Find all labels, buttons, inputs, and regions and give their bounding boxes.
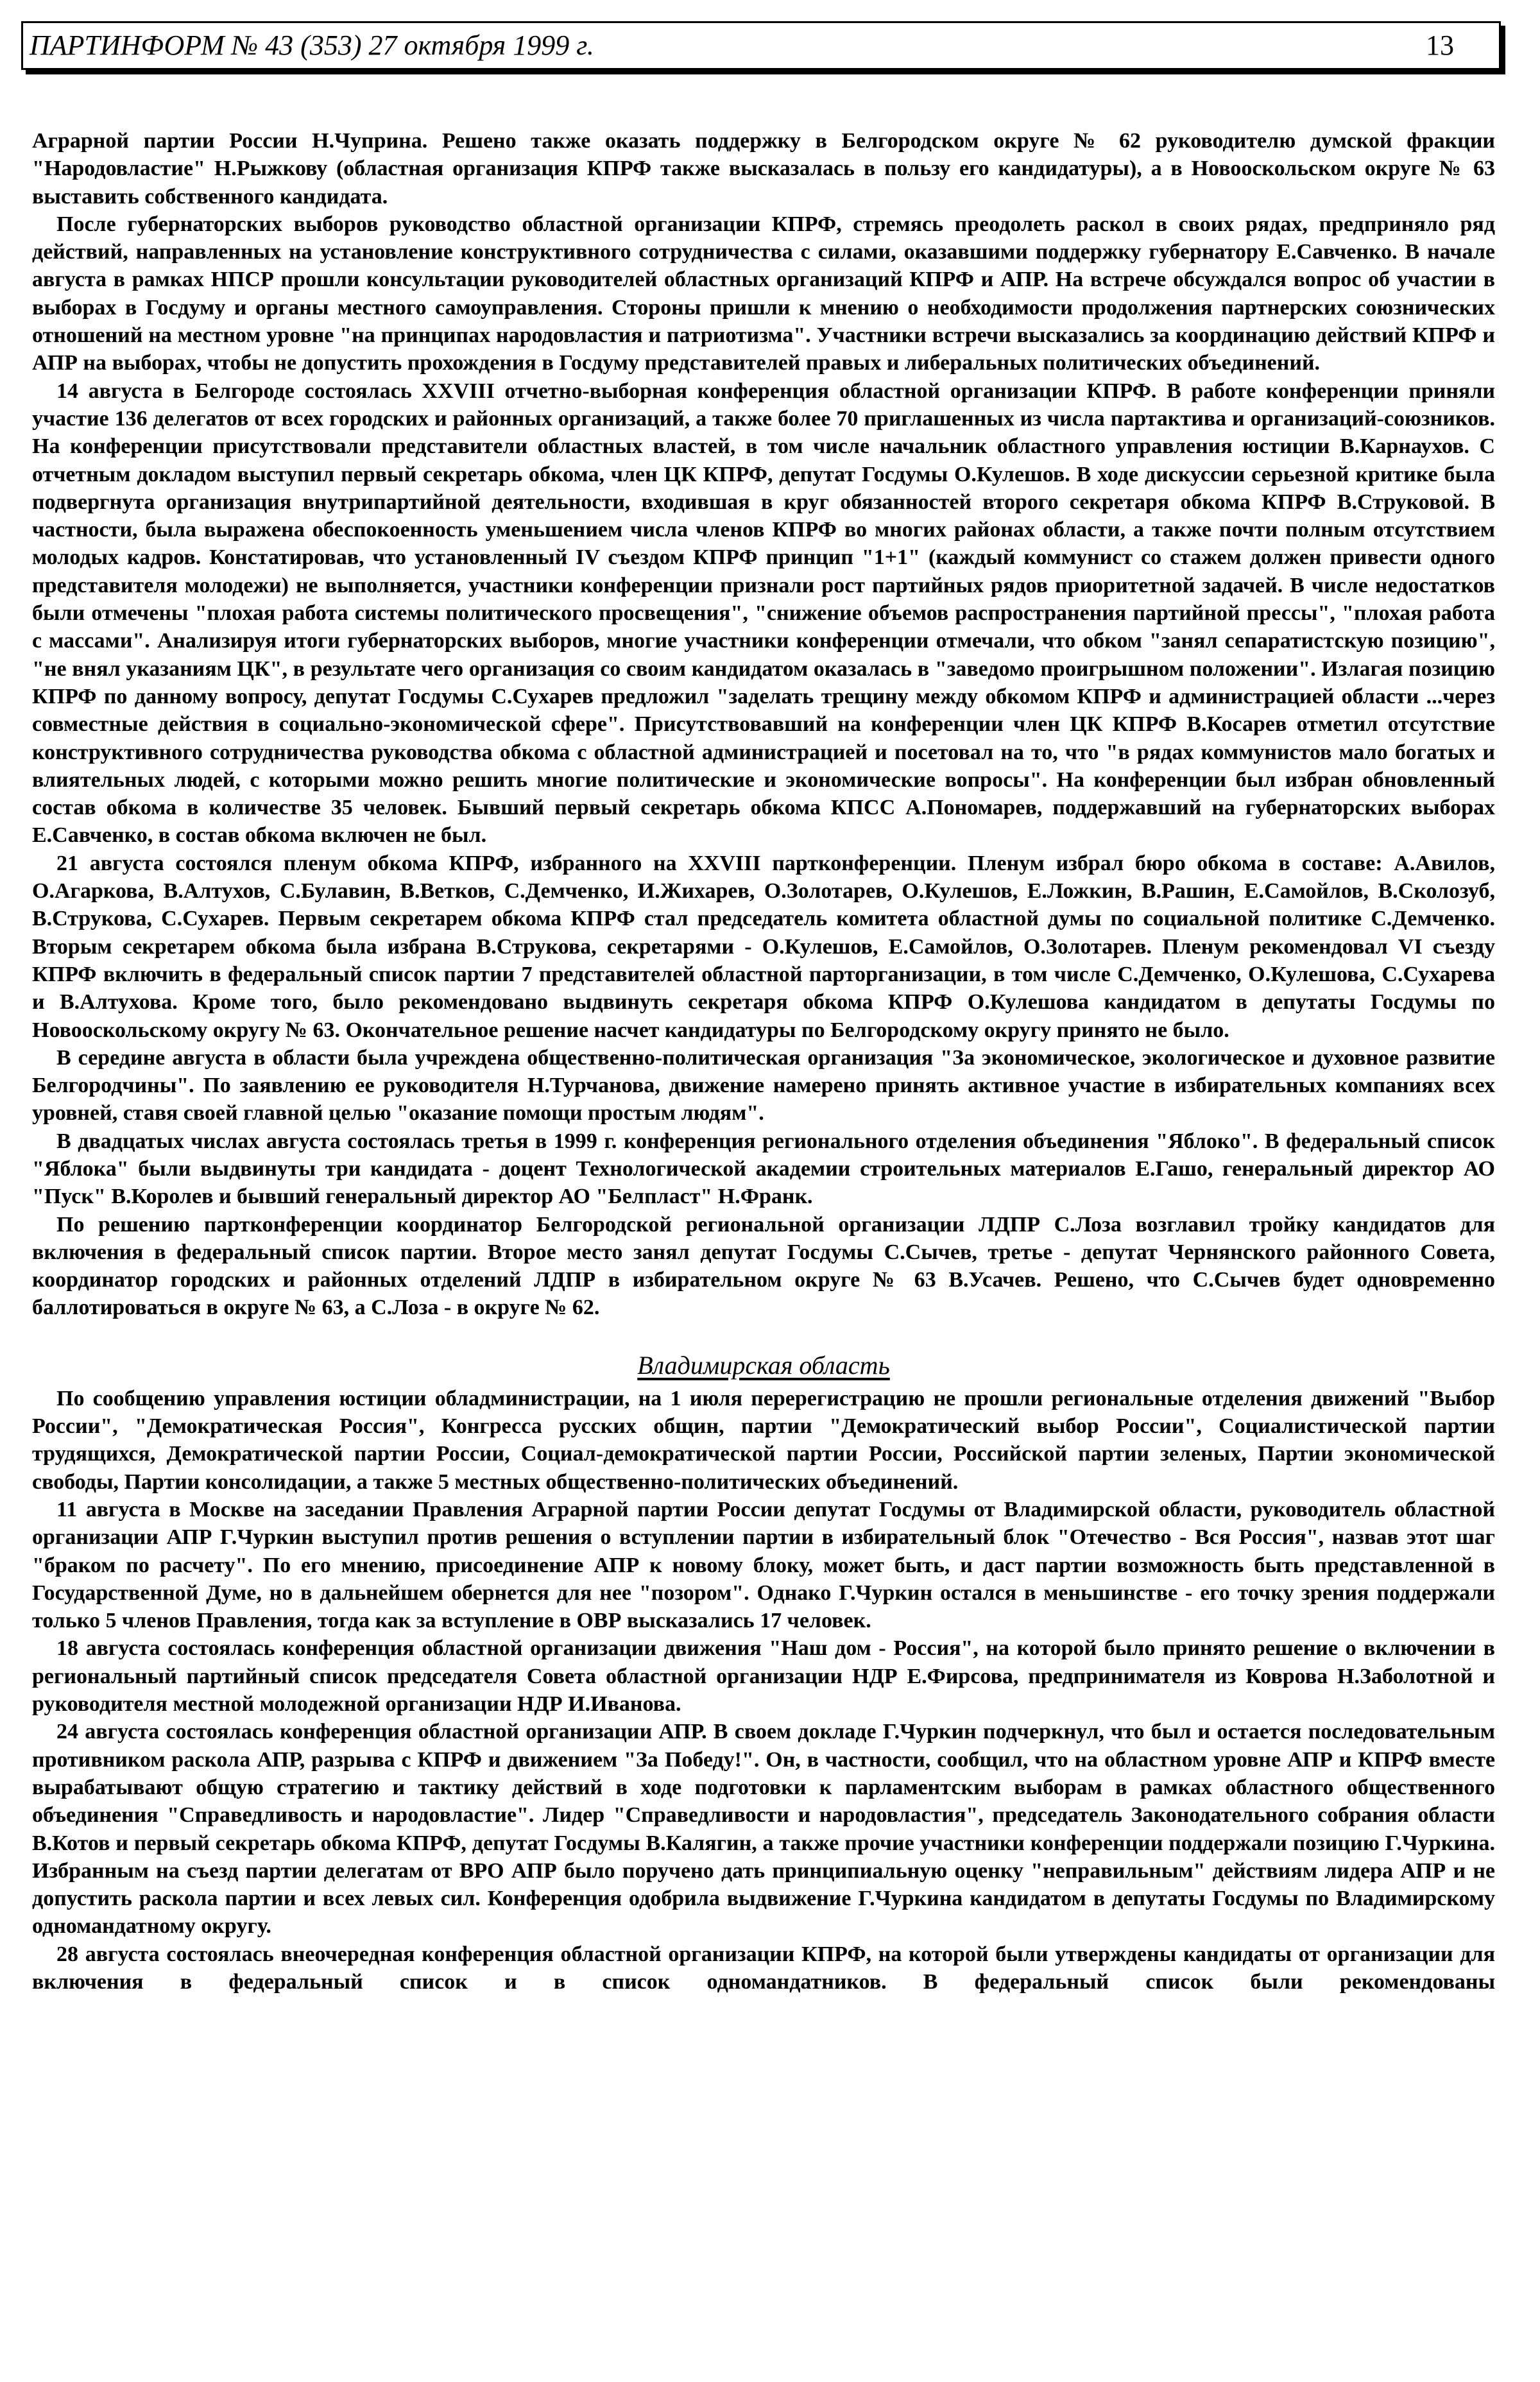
section-heading: [32, 1350, 1495, 1381]
paragraph: 18 августа состоялась конференция областной организации движения "Наш дом - Россия", на которой было принято решение о включении в региональный партийный список председателя Совета областной организации НДР Е.Фирсова, предпринимателя из Коврова Н.Заболотной и руководителя местной молодежной организации НДР И.Иванова.: [32, 1636, 1495, 1717]
paragraph: После губернаторских выборов руководство областной организации КПРФ, стремясь преодолеть раскол в своих рядах, предприняло ряд действий, направленных на установление конструктивного сотрудничества с силами, оказавшими поддержку губернатору Е.Савченко. В начале августа в рамках НПСР прошли консультации руководителей областных организаций КПРФ и АПР. На встрече обсуждался вопрос об участии в выборах в Госдуму и органы местного самоуправления. Стороны пришли к мнению о необходимости продолжения партнерских союзнических отношений на местном уровне "на принципах народовластия и патриотизма". Участники встречи высказались за координацию действий КПРФ и АПР на выборах, чтобы не допустить прохождения в Госдуму представителей правых и либеральных политических объединений.: [32, 212, 1495, 375]
paragraph: 14 августа в Белгороде состоялась XXVIII отчетно-выборная конференция областной организации КПРФ. В работе конференции приняли участие 136 делегатов от всех городских и районных организаций, а также более 70 приглашенных из числа партактива и организаций-союзников. На конференции присутствовали представители областных властей, в том числе начальник областного управления юстиции В.Карнаухов. С отчетным докладом выступил первый секретарь обкома, член ЦК КПРФ, депутат Госдумы О.Кулешов. В ходе дискуссии серьезной критике была подвергнута организация внутрипартийной деятельности, входившая в круг обязанностей второго секретаря обкома КПРФ В.Струковой. В частности, была выражена обеспокоенность уменьшением числа членов КПРФ во многих районах области, а также почти полным отсутствием молодых кадров. Констатировав, что установленный IV съездом КПРФ принцип "1+1" (каждый коммунист со стажем должен привести одного представителя молодежи) не выполняется, участники конференции признали рост партийных рядов приоритетной задачей. В числе недостатков были отмечены "плохая работа системы политического просвещения", "снижение объемов распространения партийной прессы", "плохая работа с массами". Анализируя итоги губернаторских выборов, многие участники конференции отмечали, что обком "занял сепаратистскую позицию", "не внял указаниям ЦК", в результате чего организация со своим кандидатом оказалась в "заведомо проигрышном положении". Излагая позицию КПРФ по данному вопросу, депутат Госдумы С.Сухарев предложил "заделать трещину между обкомом КПРФ и администрацией области ...через совместные действия в социально-экономической сфере". Присутствовавший на конференции член ЦК КПРФ В.Косарев отметил отсутствие конструктивного сотрудничества руководства обкома с областной администрацией и посетовал на то, что "в рядах коммунистов мало богатых и влиятельных людей, с которыми можно решить многие политические и экономические вопросы". На конференции был избран обновленный состав обкома в количестве 35 человек. Бывший первый секретарь обкома КПСС А.Пономарев, поддержавший на губернаторских выборах Е.Савченко, в состав обкома включен не был.: [32, 379, 1495, 848]
paragraph: 28 августа состоялась внеочередная конференция областной организации КПРФ, на которой были утверждены кандидаты от организации для включения в федеральный список и в список одномандатников. В федеральный список были рекомендованы: [32, 1942, 1495, 1994]
paragraph: 21 августа состоялся пленум обкома КПРФ, избранного на XXVIII партконференции. Пленум избрал бюро обкома в составе: А.Авилов, О.Агаркова, В.Алтухов, С.Булавин, В.Ветков, С.Демченко, И.Жихарев, О.Золотарев, О.Кулешов, Е.Ложкин, В.Рашин, Е.Самойлов, В.Сколозуб, В.Струкова, С.Сухарев. Первым секретарем обкома КПРФ стал председатель комитета областной думы по социальной политике С.Демченко. Вторым секретарем обкома была избрана В.Струкова, секретарями - О.Кулешов, Е.Самойлов, О.Золотарев. Пленум рекомендовал VI съезду КПРФ включить в федеральный список партии 7 представителей областной парторганизации, в том числе С.Демченко, О.Кулешова, С.Сухарева и В.Алтухова. Кроме того, было рекомендовано выдвинуть секретаря обкома КПРФ О.Кулешова кандидатом в депутаты Госдумы по Новооскольскому округу № 63. Окончательное решение насчет кандидатуры по Белгородскому округу принято не было.: [32, 851, 1495, 1042]
paragraph: 24 августа состоялась конференция областной организации АПР. В своем докладе Г.Чуркин подчеркнул, что был и остается последовательным противником раскола АПР, разрыва с КПРФ и движением "За Победу!". Он, в частности, сообщил, что на областном уровне АПР и КПРФ вместе вырабатывают общую стратегию и тактику действий в ходе подготовки к парламентским выборам в рамках областного общественного объединения "Справедливость и народовластие". Лидер "Справедливости и народовластия", председатель Законодательного собрания области В.Котов и первый секретарь обкома КПРФ, депутат Госдумы В.Калягин, а также прочие участники конференции поддержали позицию Г.Чуркина. Избранным на съезд партии делегатам от ВРО АПР было поручено дать принципиальную оценку "неправильным" действиям лидера АПР и не допустить раскола партии и всех левых сил. Конференция одобрила выдвижение Г.Чуркина кандидатом в депутаты Госдумы по Владимирскому одномандатному округу.: [32, 1720, 1495, 1939]
paragraph: По сообщению управления юстиции обладминистрации, на 1 июля перерегистрацию не прошли региональные отделения движений "Выбор России", "Демократическая Россия", Конгресса русских общин, партии "Демократический выбор России", Социалистической партии трудящихся, Демократической партии России, Социал-демократической партии России, Российской партии зеленых, Партии экономической свободы, Партии консолидации, а также 5 местных общественно-политических объединений.: [32, 1386, 1495, 1494]
paragraph: Аграрной партии России Н.Чуприна. Решено также оказать поддержку в Белгородском округе № 62 руководителю думской фракции "Народовластие" Н.Рыжкову (областная организация КПРФ также высказалась в пользу его кандидатуры), а в Новооскольском округе № 63 выставить собственного кандидата.: [32, 129, 1495, 209]
publication-title: ПАРТИНФОРМ № 43 (353) 27 октября 1999 г.: [30, 30, 594, 61]
section-heading-text: Владимирская область: [637, 1350, 890, 1380]
page-header: [21, 21, 1501, 70]
article-body: [32, 127, 1495, 1996]
paragraph: В двадцатых числах августа состоялась третья в 1999 г. конференция регионального отделения объединения "Яблоко". В федеральный список "Яблока" были выдвинуты три кандидата - доцент Технологической академии строительных материалов Е.Гашо, генеральный директор АО "Пуск" В.Королев и бывший генеральный директор АО "Белпласт" Н.Франк.: [32, 1129, 1495, 1209]
paragraph: В середине августа в области была учреждена общественно-политическая организация "За экономическое, экологическое и духовное развитие Белгородчины". По заявлению ее руководителя Н.Турчанова, движение намерено принять активное участие в избирательных компаниях всех уровней, ставя своей главной целью "оказание помощи простым людям".: [32, 1045, 1495, 1126]
paragraph: По решению партконференции координатор Белгородской региональной организации ЛДПР С.Лоза возглавил тройку кандидатов для включения в федеральный список партии. Второе место занял депутат Госдумы С.Сычев, третье - депутат Чернянского районного Совета, координатор городских и районных отделений ЛДПР в избирательном округе № 63 В.Усачев. Решено, что С.Сычев будет одновременно баллотироваться в округе № 63, а С.Лоза - в округе № 62.: [32, 1212, 1495, 1320]
page-number: 13: [1426, 30, 1454, 61]
paragraph: 11 августа в Москве на заседании Правления Аграрной партии России депутат Госдумы от Владимирской области, руководитель областной организации АПР Г.Чуркин выступил против решения о вступлении партии в избирательный блок "Отечество - Вся Россия", назвав этот шаг "браком по расчету". По его мнению, присоединение АПР к новому блоку, может быть, и даст партии возможность быть представленной в Государственной Думе, но в дальнейшем обернется для нее "позором". Однако Г.Чуркин остался в меньшинстве - его точку зрения поддержали только 5 членов Правления, тогда как за вступление в ОВР высказались 17 человек.: [32, 1497, 1495, 1633]
